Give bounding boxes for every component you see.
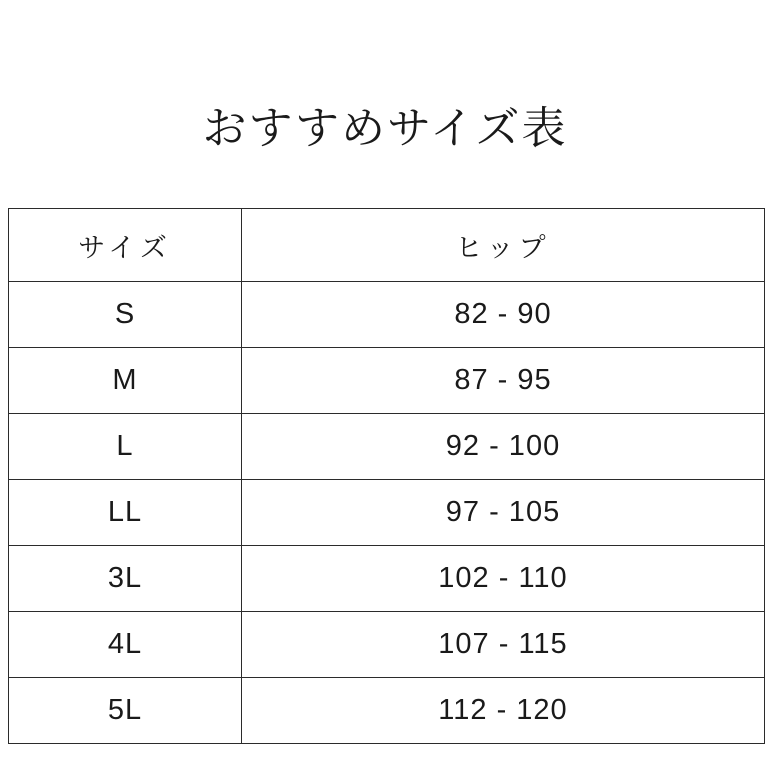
table-row (9, 480, 765, 546)
cell-size: 3L (9, 546, 242, 612)
cell-size: L (9, 414, 242, 480)
page-title: おすすめサイズ表 (202, 104, 568, 153)
cell-hip: 97 - 105 (242, 480, 765, 546)
size-table (8, 208, 765, 744)
cell-hip: 82 - 90 (242, 282, 765, 348)
table-row (9, 546, 765, 612)
table-row (9, 612, 765, 678)
size-table-body (9, 282, 765, 744)
cell-size: S (9, 282, 242, 348)
column-header-hip: ヒップ (242, 209, 765, 282)
cell-size: LL (9, 480, 242, 546)
cell-size: 4L (9, 612, 242, 678)
cell-hip: 112 - 120 (242, 678, 765, 744)
cell-hip: 87 - 95 (242, 348, 765, 414)
cell-size: M (9, 348, 242, 414)
column-header-size: サイズ (9, 209, 242, 282)
size-table-header (9, 209, 765, 282)
table-row (9, 348, 765, 414)
table-row (9, 282, 765, 348)
table-header-row (9, 209, 765, 282)
cell-hip: 107 - 115 (242, 612, 765, 678)
table-row (9, 678, 765, 744)
cell-size: 5L (9, 678, 242, 744)
cell-hip: 92 - 100 (242, 414, 765, 480)
cell-hip: 102 - 110 (242, 546, 765, 612)
table-row (9, 414, 765, 480)
